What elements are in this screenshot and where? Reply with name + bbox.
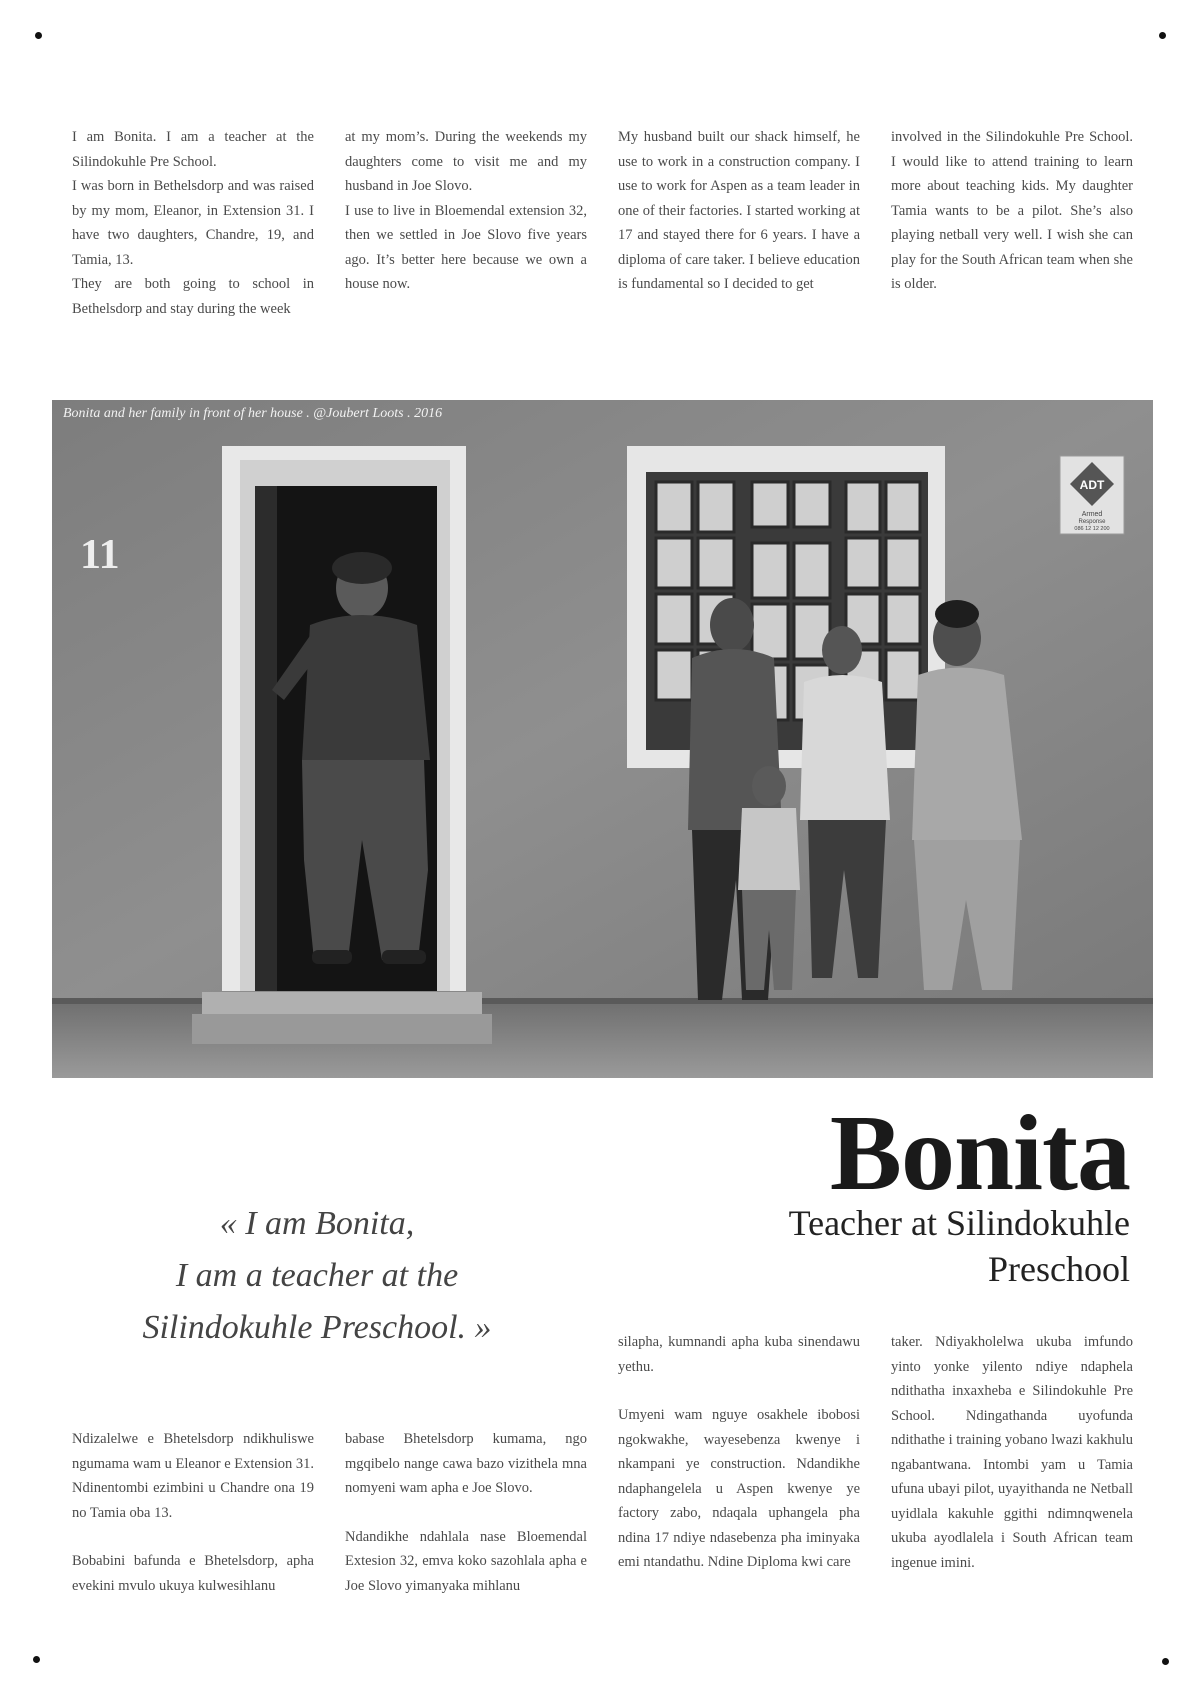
sign-brand: ADT <box>1079 478 1105 492</box>
house-number: 11 <box>80 532 120 578</box>
family-photo <box>52 400 1153 1078</box>
top-column-3 <box>618 125 860 321</box>
top-text-columns <box>72 125 1133 321</box>
quote-line: Silindokuhle Preschool. » <box>142 1309 492 1346</box>
paragraph: taker. Ndiyakholelwa ukuba imfundo yinto yonke yilento ndiye ndaphela ndithatha inxaxheba e Silindokuhle Pre School. Ndingathanda uyofunda ndithathe i training yobano lwazi kakhulu ngabantwana. Intombi yam u Tamia ufuna ubayi pilot, uyayithanda ne Netball uyidlala kakuhle ggithi ndimnqwenela ukuba ayodlalela i South African team ingenue imini. <box>891 1334 1134 1571</box>
paragraph: Ndizalelwe e Bhetelsdorp ndikhuliswe ngumama wam u Eleanor e Extension 31. Ndinentombi ezimbini u Chandre ona 19 no Tamia oba 13. <box>72 1431 315 1521</box>
quote-line: I am a teacher at the <box>175 1257 459 1294</box>
top-column-2 <box>345 125 587 321</box>
top-column-1 <box>72 125 314 321</box>
pull-quote <box>52 1198 582 1354</box>
paragraph: silapha, kumnandi apha kuba sinendawu yethu. <box>618 1334 860 1375</box>
paragraph: Bobabini bafunda e Bhetelsdorp, apha evekini mvulo ukuya kulwesihlanu <box>72 1553 314 1594</box>
paragraph: Umyeni wam nguye osakhele ibobosi ngokwakhe, wayesebenza kwenye i nkampani ye construction. Ndandikhe ndaphangelela u Aspen kwenye ye factory zabo, ndaqala uphangela pha ndina 17 ndiye ndasebenza pha iminyaka emi ntandathu. Ndine Diploma kwi care <box>618 1407 860 1570</box>
paragraph: I am Bonita. I am a teacher at the Silindokuhle Pre School. <box>72 129 314 170</box>
paragraph: at my mom’s. During the weekends my daughters come to visit me and my husband in Joe Slovo. <box>345 129 587 194</box>
bottom-column-1 <box>72 1427 314 1598</box>
bottom-text-columns-right <box>618 1330 1133 1575</box>
paragraph: involved in the Silindokuhle Pre School. I would like to attend training to learn more about teaching kids. My daughter Tamia wants to be a pilot. She’s also playing netball very well. I wish she can play for the South African team when she is older. <box>891 129 1133 292</box>
corner-dot-top-right <box>1159 32 1166 39</box>
paragraph: My husband built our shack himself, he use to work in a construction company. I use to work for Aspen as a team leader in one of their factories. I started working at 17 and stayed there for 6 years. I have a diploma of care taker. I believe education is fundamental so I decided to get <box>618 129 860 292</box>
corner-dot-bottom-left <box>33 1656 40 1663</box>
sign-text: Armed <box>1081 511 1103 518</box>
paragraph: I use to live in Bloemendal extension 32, then we settled in Joe Slovo five years ago. It’s better here because we own a house now. <box>345 202 587 292</box>
photo-caption: Bonita and her family in front of her house . @Joubert Loots . 2016 <box>63 406 443 421</box>
sign-phone: 086 12 12 200 <box>1074 526 1110 532</box>
corner-dot-top-left <box>35 32 42 39</box>
quote-line: « I am Bonita, <box>219 1205 415 1242</box>
bottom-column-4 <box>891 1330 1133 1575</box>
door-step <box>202 992 482 1014</box>
paragraph: Ndandikhe ndahlala nase Bloemendal Extesion 32, emva koko sazohlala apha e Joe Slovo yimanyaka mihlanu <box>345 1528 587 1594</box>
page-subtitle: Teacher at Silindokuhle Preschool <box>788 1203 1130 1289</box>
page-title: Bonita <box>829 1094 1130 1213</box>
top-column-4 <box>891 125 1133 321</box>
bottom-text-columns-left <box>72 1427 587 1598</box>
paragraph: babase Bhetelsdorp kumama, ngo mgqibelo nange cawa bazo vizithela mna nomyeni wam apha e Joe Slovo. <box>345 1431 587 1496</box>
sign-text: Response <box>1078 519 1106 525</box>
bottom-column-2 <box>345 1427 587 1598</box>
paragraph: They are both going to school in Bethelsdorp and stay during the week <box>72 276 314 317</box>
house-scene-illustration <box>52 400 1153 1078</box>
bottom-column-3 <box>618 1330 860 1575</box>
paragraph: I was born in Bethelsdorp and was raised by my mom, Eleanor, in Extension 31. I have two daughters, Chandre, 19, and Tamia, 13. <box>72 178 314 268</box>
corner-dot-bottom-right <box>1162 1658 1169 1665</box>
